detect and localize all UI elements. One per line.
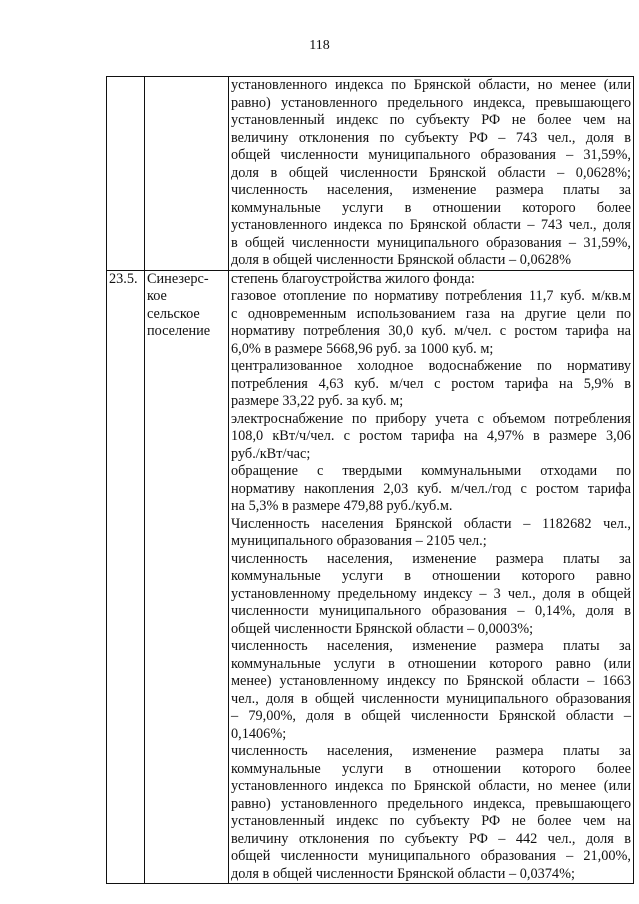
text-line: численность населения, изменение размера платы за	[231, 182, 631, 198]
text-line: доля в общей численности Брянской области – 0,0374%;	[231, 865, 575, 882]
table-row	[107, 270, 634, 884]
text-line: руб./кВт/час;	[231, 445, 311, 462]
text-line: 6,0% в размере 5668,96 руб. за 1000 куб. м;	[231, 340, 494, 357]
text-line: электроснабжение по прибору учета с объемом потребления	[231, 410, 631, 427]
text-line: величину отклонения по субъекту РФ – 442 чел., доля в	[231, 830, 631, 847]
text-line: численность населения, изменение размера платы за	[231, 638, 631, 654]
text-line: нормативу потребления 30,0 куб. м/чел. с ростом тарифа на	[231, 323, 631, 339]
municipality-name-line: сельское	[147, 305, 200, 322]
text-line: установленного индекса по Брянской области, но менее (или	[231, 778, 631, 794]
municipality-name-line: кое	[147, 288, 167, 304]
text-line: менее) установленному индексу по Брянской области – 1663	[231, 673, 631, 689]
text-line: – 79,00%, доля в общей численности Брянской области –	[231, 708, 631, 724]
row-number-cell	[107, 77, 145, 271]
text-line: общей численности муниципального образования – 21,00%,	[231, 848, 631, 864]
text-line: 108,0 кВт/ч/чел. с ростом тарифа на 4,97% в размере 3,06	[231, 428, 631, 444]
text-line: доля в общей численности Брянской области – 0,0628%;	[231, 164, 631, 181]
text-line: величину отклонения по субъекту РФ – 743 чел., доля в	[231, 129, 631, 146]
text-line: общей численности муниципального образования – 31,59%,	[231, 147, 631, 163]
text-line: установленный индекс по субъекту РФ не более чем на	[231, 813, 631, 829]
municipality-name-cell	[145, 270, 229, 884]
text-line: равно) установленного предельного индекса, превышающего	[231, 795, 631, 812]
text-line: чел., доля в общей численности муниципального образования	[231, 690, 631, 707]
text-line: коммунальные услуги в отношении которого более	[231, 199, 631, 216]
text-line: на 5,3% в размере 479,88 руб./куб.м.	[231, 498, 453, 514]
description-cell	[229, 77, 634, 271]
text-line: степень благоустройства жилого фонда:	[231, 270, 475, 287]
table-row	[107, 77, 634, 271]
text-line: численности муниципального образования – 0,14%, доля в	[231, 603, 631, 619]
text-line: коммунальные услуги в отношении которого более	[231, 760, 631, 777]
text-line: с одновременным использованием газа на другие цели по	[231, 305, 631, 322]
text-line: централизованное холодное водоснабжение по нормативу	[231, 358, 631, 374]
text-line: газовое отопление по нормативу потребления 11,7 куб. м/кв.м	[231, 288, 631, 304]
description-cell	[229, 270, 634, 884]
text-line: установленный индекс по субъекту РФ не более чем на	[231, 112, 631, 128]
text-line: установленного индекса по Брянской области – 743 чел., доля	[231, 217, 631, 233]
text-line: доля в общей численности Брянской области – 0,0628%	[231, 252, 571, 268]
municipality-name-line: поселение	[147, 323, 211, 339]
text-line: обращение с твердыми коммунальными отходами по	[231, 463, 631, 479]
text-line: коммунальные услуги в отношении которого равно (или	[231, 655, 631, 672]
text-line: в общей численности муниципального образования – 31,59%,	[231, 234, 631, 251]
text-line: общей численности Брянской области – 0,0003%;	[231, 620, 534, 637]
text-line: численность населения, изменение размера платы за	[231, 550, 631, 567]
text-line: потребления 4,63 куб. м/чел с ростом тарифа на 5,9% в	[231, 375, 631, 392]
municipality-name-line: Синезерс-	[147, 270, 209, 287]
text-line: Численность населения Брянской области – 1182682 чел.,	[231, 515, 631, 532]
row-number-cell: 23.5.	[107, 270, 145, 884]
text-line: муниципального образования – 2105 чел.;	[231, 533, 487, 549]
text-line: размере 33,22 руб. за куб. м;	[231, 393, 404, 409]
text-line: равно) установленного предельного индекса, превышающего	[231, 94, 631, 111]
page-number: 118	[309, 38, 330, 53]
text-line: установленного индекса по Брянской области, но менее (или	[231, 77, 631, 93]
document-table	[106, 76, 634, 884]
text-line: численность населения, изменение размера платы за	[231, 743, 631, 759]
municipality-name-cell	[145, 77, 229, 271]
text-line: установленному предельному индексу – 3 чел., доля в общей	[231, 585, 631, 602]
text-line: нормативу накопления 2,03 куб. м/чел./год с ростом тарифа	[231, 480, 631, 497]
text-line: 0,1406%;	[231, 725, 287, 742]
text-line: коммунальные услуги в отношении которого равно	[231, 568, 631, 584]
